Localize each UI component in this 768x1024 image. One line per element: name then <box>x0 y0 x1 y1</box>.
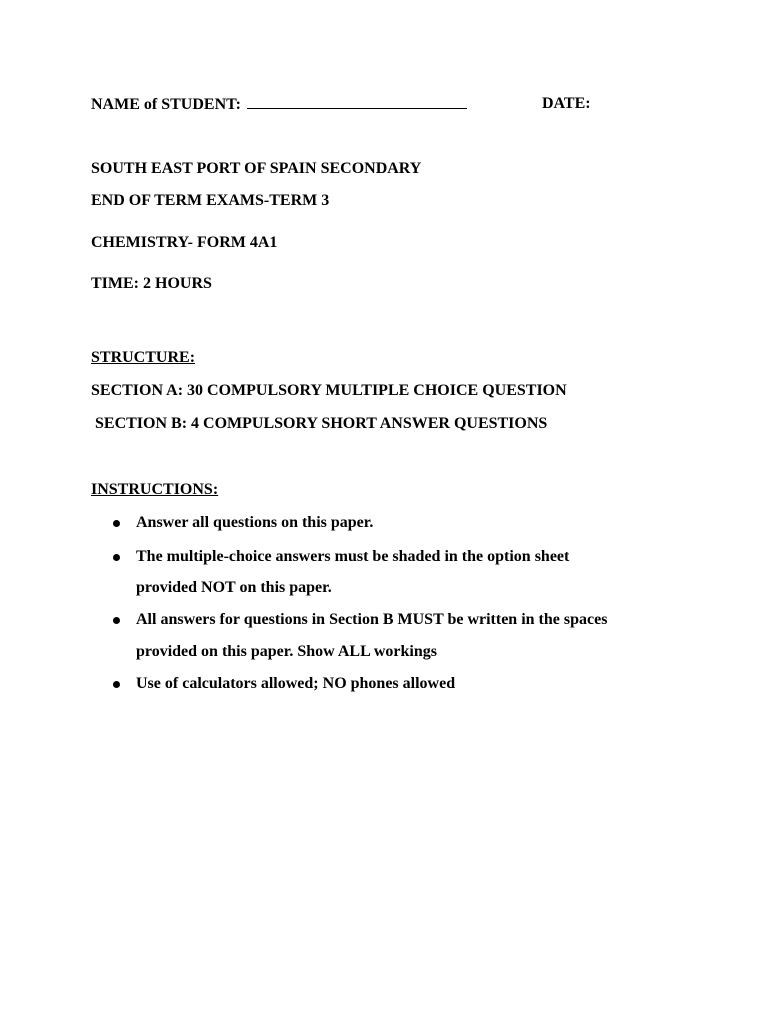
structure-heading: STRUCTURE: <box>91 349 196 366</box>
instruction-item-continuation: provided NOT on this paper. <box>136 579 332 596</box>
section-b-description: SECTION B: 4 COMPULSORY SHORT ANSWER QUESTIONS <box>95 415 548 432</box>
instruction-item-continuation: provided on this paper. Show ALL workings <box>136 643 437 660</box>
student-name-row <box>91 94 467 115</box>
instruction-item: Use of calculators allowed; NO phones allowed <box>136 675 456 692</box>
bullet-icon <box>113 520 120 527</box>
subject-line: CHEMISTRY- FORM 4A1 <box>91 234 278 251</box>
student-name-blank <box>247 94 467 109</box>
bullet-icon <box>113 617 120 624</box>
instruction-item: All answers for questions in Section B MUST be written in the spaces <box>136 611 608 628</box>
instructions-heading: INSTRUCTIONS: <box>91 481 219 498</box>
instruction-item: The multiple-choice answers must be shaded in the option sheet <box>136 548 570 565</box>
school-name: SOUTH EAST PORT OF SPAIN SECONDARY <box>91 160 422 177</box>
time-allowed: TIME: 2 HOURS <box>91 275 212 292</box>
instruction-item: Answer all questions on this paper. <box>136 514 374 531</box>
bullet-icon <box>113 554 120 561</box>
bullet-icon <box>113 681 120 688</box>
date-label: DATE: <box>542 95 591 112</box>
exam-title: END OF TERM EXAMS-TERM 3 <box>91 192 330 209</box>
student-name-label: NAME of STUDENT: <box>91 96 241 113</box>
section-a-description: SECTION A: 30 COMPULSORY MULTIPLE CHOICE QUESTION <box>91 382 567 399</box>
